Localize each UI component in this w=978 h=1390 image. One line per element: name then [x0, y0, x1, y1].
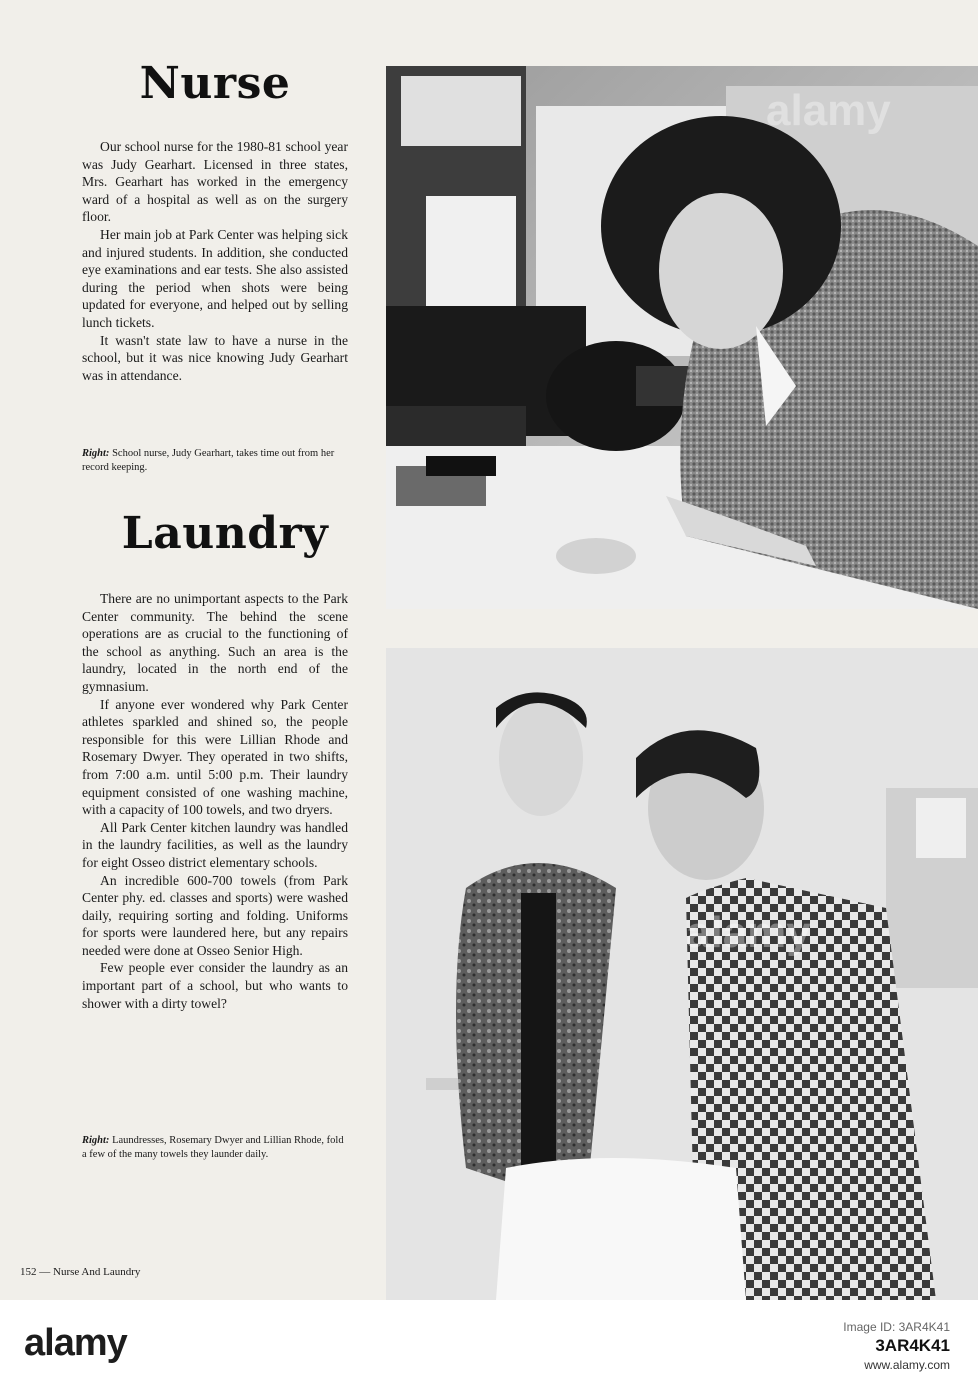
image-id: 3AR4K41 [875, 1336, 950, 1355]
nurse-paragraph: It wasn't state law to have a nurse in the school, but it was nice knowing Judy Gearhart was in attendance. [82, 332, 348, 383]
image-id-label: Image ID: 3AR4K41 [843, 1320, 950, 1334]
caption-text: School nurse, Judy Gearhart, takes time out from her record keeping. [82, 448, 335, 473]
laundry-article [82, 590, 348, 1012]
site-url: www.alamy.com [864, 1358, 950, 1372]
laundry-paragraph: There are no unimportant aspects to the Park Center community. The behind the scene operations are as crucial to the functioning of the school as anything. Such an area is the laundry, located in the north end of the gymnasium. [82, 591, 348, 694]
nurse-heading: Nurse [139, 58, 291, 109]
watermark: alamy [686, 908, 811, 957]
stock-footer [0, 1300, 978, 1390]
caption-text: Laundresses, Rosemary Dwyer and Lillian Rhode, fold a few of the many towels they launder daily. [82, 1135, 344, 1160]
caption-lead: Right: [82, 448, 110, 459]
laundry-paragraph: If anyone ever wondered why Park Center athletes sparkled and shined so, the people responsible for this were Lillian Rhode and Rosemary Dwyer. They operated in two shifts, from 7:00 a.m. until 5:00 p.m. Their laundry equipment consisted of one washing machine, with a capacity of 100 towels, and two dryers. [82, 696, 348, 818]
laundry-paragraph: Few people ever consider the laundry as an important part of a school, but who wants to shower with a dirty towel? [82, 960, 348, 1011]
laundry-photo [386, 648, 978, 1300]
nurse-paragraph: Her main job at Park Center was helping sick and injured students. In addition, she conducted eye examinations and ear tests. She also assisted during the period when shots were being updated for everyone, and helped out by selling lunch tickets. [82, 226, 348, 330]
laundry-paragraph: An incredible 600-700 towels (from Park Center phy. ed. classes and sports) were washed daily, requiring sorting and folding. Uniforms for sports were laundered here, but any repairs needed were done at Osseo Senior High. [82, 872, 348, 958]
laundry-paragraph: All Park Center kitchen laundry was handled in the laundry facilities, as well as the laundry for eight Osseo district elementary schools. [82, 819, 348, 870]
caption-lead: Right: [82, 1135, 110, 1146]
nurse-photo [386, 66, 978, 609]
nurse-paragraph: Our school nurse for the 1980-81 school year was Judy Gearhart. Licensed in three states, Mrs. Gearhart has worked in the emergency ward of a hospital as well as on the surgery floor. [82, 139, 348, 225]
watermark: alamy [766, 86, 891, 135]
laundry-photo-illustration [386, 648, 978, 1300]
nurse-article [82, 138, 348, 384]
alamy-logo: alamy [24, 1322, 127, 1364]
laundry-photo-caption [82, 1134, 350, 1162]
nurse-photo-illustration [386, 66, 978, 609]
nurse-photo-caption [82, 447, 350, 475]
page-folio: 152 — Nurse And Laundry [20, 1266, 141, 1278]
laundry-heading: Laundry [121, 508, 329, 559]
